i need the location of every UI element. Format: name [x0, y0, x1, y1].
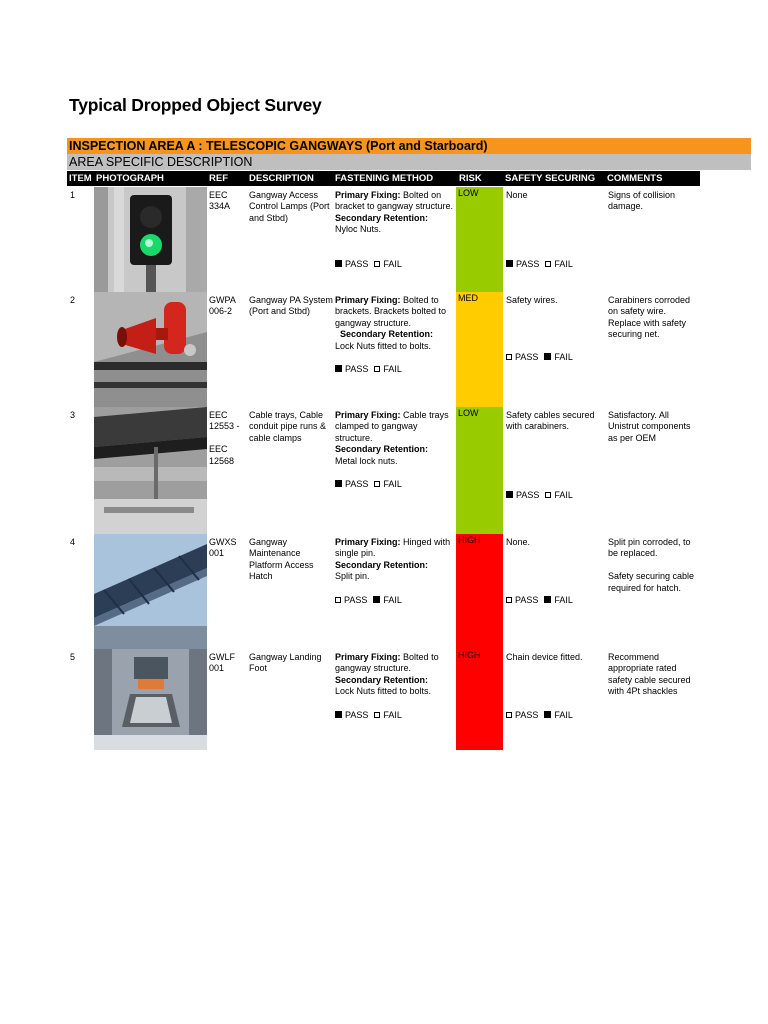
header-fastening-method: FASTENING METHOD [335, 173, 434, 184]
safety-securing: Chain device fitted. [506, 652, 583, 662]
ref-code: GWLF 001 [209, 652, 235, 674]
comment: Split pin corroded, to be replaced. Safety securing cable required for hatch. [608, 537, 695, 593]
empty-box-icon [374, 366, 380, 372]
table-row [0, 187, 768, 292]
safety-result: PASS FAIL [506, 352, 573, 363]
comment: Carabiners corroded on safety wire. Replace with safety securing net. [608, 295, 691, 340]
table-header [67, 171, 700, 186]
header-safety-securing: SAFETY SECURING [505, 173, 596, 184]
fastening-method: Primary Fixing: Bolted to gangway structure. Secondary Retention: Lock Nuts fitted to bolts. [335, 652, 439, 697]
gangway-platform-photo [94, 534, 207, 649]
safety-securing: Safety wires. [506, 295, 558, 305]
empty-box-icon [506, 712, 512, 718]
item-number: 3 [70, 410, 76, 420]
risk-level: LOW [458, 408, 479, 418]
header-item: ITEM [69, 173, 92, 184]
green-traffic-lamp-photo [94, 187, 207, 292]
fastening-result: PASS FAIL [335, 595, 402, 606]
safety-result: PASS FAIL [506, 710, 573, 721]
risk-level: MED [458, 293, 478, 303]
item-number: 4 [70, 537, 76, 547]
comment: Satisfactory. All Unistrut components as per OEM [608, 410, 691, 443]
header-description: DESCRIPTION [249, 173, 314, 184]
risk-cell [456, 649, 503, 750]
checked-box-icon [506, 491, 513, 498]
checked-box-icon [544, 711, 551, 718]
risk-level: HIGH [458, 650, 481, 660]
table-row [0, 649, 768, 750]
fastening-result: PASS FAIL [335, 259, 402, 270]
table-row [0, 292, 768, 407]
checked-box-icon [335, 260, 342, 267]
area-title-band: INSPECTION AREA A : TELESCOPIC GANGWAYS (Port and Starboard) [67, 138, 751, 154]
description: Cable trays, Cable conduit pipe runs & cable clamps [249, 410, 327, 443]
area-description-band: AREA SPECIFIC DESCRIPTION [67, 154, 751, 170]
empty-box-icon [335, 597, 341, 603]
empty-box-icon [545, 492, 551, 498]
item-number: 1 [70, 190, 76, 200]
comment: Recommend appropriate rated safety cable secured with 4Pt shackles [608, 652, 691, 697]
empty-box-icon [545, 261, 551, 267]
risk-cell [456, 407, 503, 534]
cable-trays-photo [94, 407, 207, 534]
risk-cell [456, 292, 503, 407]
description: Gangway Maintenance Platform Access Hatch [249, 537, 314, 582]
item-number: 5 [70, 652, 76, 662]
ref-code: GWPA 006-2 [209, 295, 236, 317]
ref-code: GWXS 001 [209, 537, 237, 559]
safety-result: PASS FAIL [506, 595, 573, 606]
header-ref: REF [209, 173, 228, 184]
empty-box-icon [506, 354, 512, 360]
fastening-method: Primary Fixing: Hinged with single pin. Secondary Retention: Split pin. [335, 537, 451, 582]
checked-box-icon [506, 260, 513, 267]
checked-box-icon [335, 480, 342, 487]
fastening-method: Primary Fixing: Bolted on bracket to gangway structure. Secondary Retention: Nyloc Nuts. [335, 190, 454, 235]
checked-box-icon [335, 365, 342, 372]
fastening-method: Primary Fixing: Bolted to brackets. Brackets bolted to gangway structure. Secondary Retention: Lock Nuts fitted to bolts. [335, 295, 447, 351]
table-row [0, 534, 768, 649]
risk-level: LOW [458, 188, 479, 198]
checked-box-icon [373, 596, 380, 603]
fastening-result: PASS FAIL [335, 364, 402, 375]
fastening-result: PASS FAIL [335, 710, 402, 721]
risk-level: HIGH [458, 535, 481, 545]
safety-securing: Safety cables secured with carabiners. [506, 410, 595, 432]
header-photograph: PHOTOGRAPH [96, 173, 164, 184]
description: Gangway Landing Foot [249, 652, 322, 674]
checked-box-icon [335, 711, 342, 718]
empty-box-icon [374, 261, 380, 267]
safety-securing: None. [506, 537, 531, 547]
description: Gangway PA System (Port and Stbd) [249, 295, 333, 317]
page-title: Typical Dropped Object Survey [69, 95, 322, 115]
ref-code: EEC 334A [209, 190, 231, 212]
safety-result: PASS FAIL [506, 259, 573, 270]
risk-cell [456, 187, 503, 292]
gangway-landing-foot-photo [94, 649, 207, 750]
empty-box-icon [374, 481, 380, 487]
header-risk: RISK [459, 173, 482, 184]
empty-box-icon [374, 712, 380, 718]
table-row [0, 407, 768, 534]
comment: Signs of collision damage. [608, 190, 676, 212]
item-number: 2 [70, 295, 76, 305]
ref-code: EEC 12553 - EEC 12568 [209, 410, 240, 466]
safety-securing: None [506, 190, 528, 200]
risk-cell [456, 534, 503, 649]
fastening-result: PASS FAIL [335, 479, 402, 490]
checked-box-icon [544, 596, 551, 603]
safety-result: PASS FAIL [506, 490, 573, 501]
fastening-method: Primary Fixing: Cable trays clamped to gangway structure. Secondary Retention: Metal lock nuts. [335, 410, 449, 466]
checked-box-icon [544, 353, 551, 360]
description: Gangway Access Control Lamps (Port and Stbd) [249, 190, 330, 223]
empty-box-icon [506, 597, 512, 603]
red-pa-speaker-photo [94, 292, 207, 407]
header-comments: COMMENTS [607, 173, 663, 184]
